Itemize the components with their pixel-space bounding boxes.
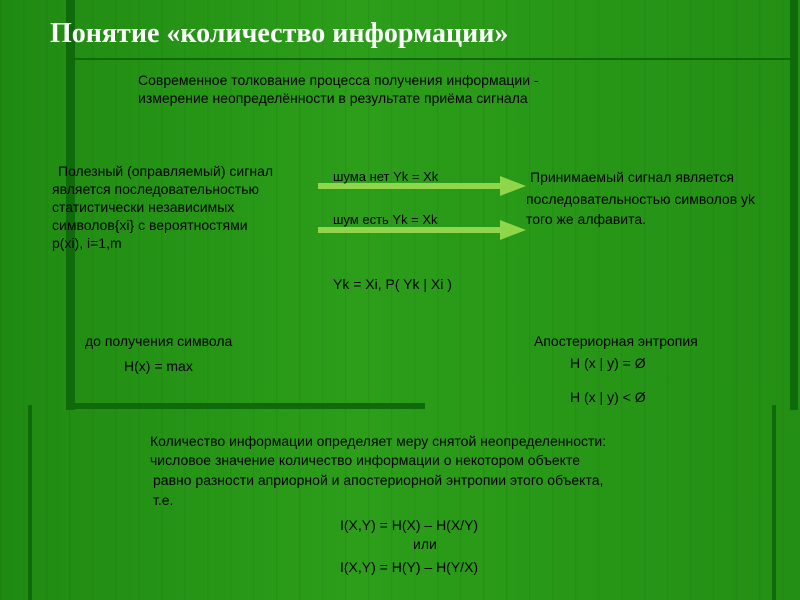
intro-line-2: измерение неопределённости в результате приёма сигнала bbox=[138, 90, 528, 106]
right-line-2: последовательностью символов yk bbox=[526, 191, 756, 207]
right-line-3: того же алфавита. bbox=[526, 211, 647, 227]
conclusion-formula-1: I(X,Y) = H(X) – H(X/Y) bbox=[340, 517, 479, 533]
conclusion-or: или bbox=[413, 536, 437, 552]
right-line-1: Принимаемый сигнал является bbox=[530, 169, 734, 185]
relation-formula: Yk = Xi, P( Yk | Xi ) bbox=[333, 276, 452, 292]
aposteriori-label: Апостериорная энтропия bbox=[534, 333, 698, 349]
intro-line-1: Современное толкование процесса получения информации - bbox=[138, 72, 539, 88]
aposteriori-formula-1: H (x | y) = Ø bbox=[570, 355, 646, 371]
arrow-bottom-label: шум есть Yk = Xk bbox=[333, 212, 438, 227]
conclusion-formula-2: I(X,Y) = H(Y) – H(Y/X) bbox=[340, 559, 479, 575]
left-line-3: статистически независимых bbox=[52, 199, 235, 215]
arrow-bottom-head bbox=[500, 220, 526, 240]
left-line-2: является последовательностью bbox=[52, 181, 259, 197]
before-formula: H(x) = max bbox=[124, 358, 193, 374]
left-line-1: Полезный (оправляемый) сигнал bbox=[58, 163, 274, 179]
arrow-top-label: шума нет Yk = Xk bbox=[333, 169, 439, 184]
aposteriori-formula-2: H (x | y) < Ø bbox=[570, 389, 646, 405]
before-label: до получения символа bbox=[85, 333, 233, 349]
arrow-top-head bbox=[500, 176, 526, 196]
conclusion-line-3: равно разности априорной и апостериорной энтропии этого объекта, bbox=[153, 472, 604, 488]
left-line-4: символов{xi} с вероятностями bbox=[52, 217, 248, 233]
left-line-5: p(xi), i=1,m bbox=[52, 235, 122, 251]
conclusion-line-2: числовое значение количество информации о некотором объекте bbox=[150, 452, 580, 468]
slide-title: Понятие «количество информации» bbox=[50, 18, 509, 49]
conclusion-line-4: т.е. bbox=[153, 492, 174, 508]
conclusion-line-1: Количество информации определяет меру снятой неопределенности: bbox=[150, 433, 607, 449]
